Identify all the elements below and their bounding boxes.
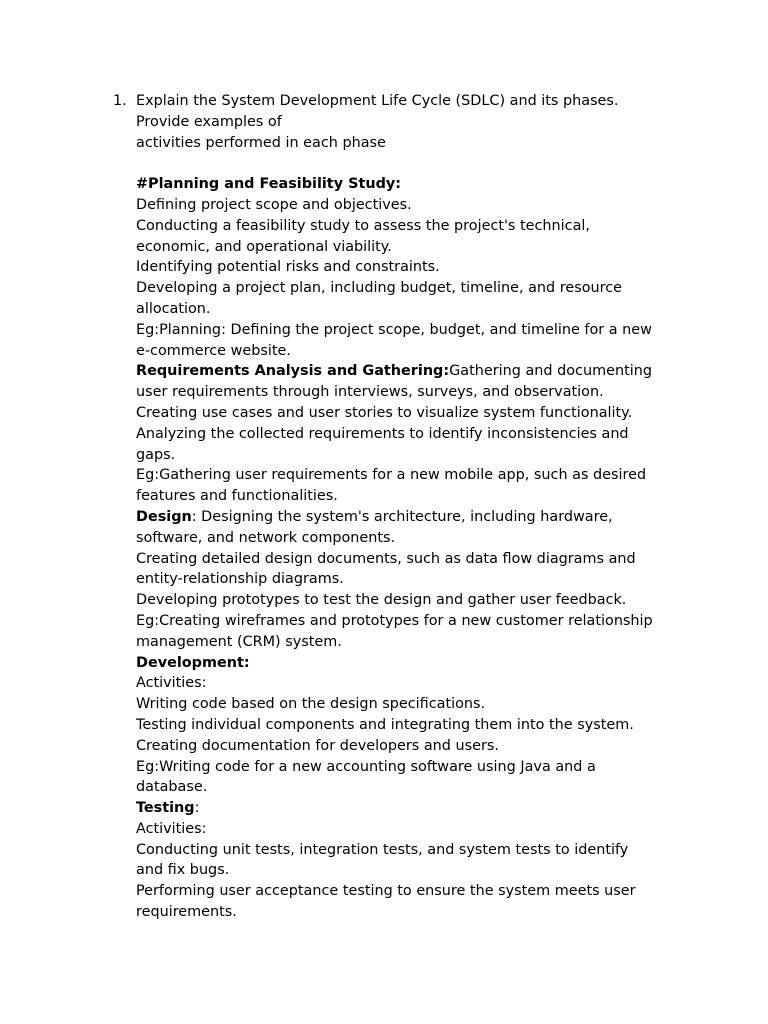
testing-line: Activities: — [136, 820, 207, 837]
planning-line: Eg:Planning: Defining the project scope, budget, and timeline for a new — [136, 321, 652, 338]
testing-line: and fix bugs. — [136, 862, 230, 879]
planning-line: e-commerce website. — [136, 342, 291, 359]
requirements-line: user requirements through interviews, surveys, and observation. — [136, 384, 604, 401]
design-line: management (CRM) system. — [136, 633, 342, 650]
design-section — [136, 507, 684, 528]
development-section — [136, 653, 684, 674]
planning-section — [136, 174, 684, 195]
list-number: 1. — [113, 93, 127, 109]
question-body — [136, 91, 684, 923]
design-line: software, and network components. — [136, 529, 396, 546]
prompt-line: activities performed in each phase — [136, 134, 386, 151]
development-line: Writing code based on the design specifications. — [136, 696, 486, 713]
requirements-line: Creating use cases and user stories to visualize system functionality. — [136, 404, 633, 421]
prompt-line: Provide examples of — [136, 113, 282, 130]
planning-line: Conducting a feasibility study to assess the project's technical, — [136, 217, 590, 234]
requirements-heading: Requirements Analysis and Gathering: — [136, 363, 450, 380]
blank-line — [136, 153, 684, 174]
development-line: Creating documentation for developers and users. — [136, 737, 499, 754]
planning-line: Developing a project plan, including budget, timeline, and resource — [136, 280, 623, 297]
development-line: Activities: — [136, 675, 207, 692]
design-line: entity-relationship diagrams. — [136, 571, 344, 588]
design-heading-rest: : Designing the system's architecture, including hardware, — [191, 508, 613, 525]
testing-heading-rest: : — [194, 800, 200, 817]
requirements-line: features and functionalities. — [136, 488, 338, 505]
development-line: database. — [136, 779, 208, 796]
prompt-line: Explain the System Development Life Cycle (SDLC) and its phases. — [136, 93, 619, 109]
requirements-line: Eg:Gathering user requirements for a new mobile app, such as desired — [136, 467, 647, 484]
design-heading: Design — [136, 508, 192, 525]
planning-line: Identifying potential risks and constraints. — [136, 259, 440, 276]
design-line: Eg:Creating wireframes and prototypes for a new customer relationship — [136, 612, 653, 629]
planning-line: allocation. — [136, 300, 211, 317]
testing-line: requirements. — [136, 904, 237, 921]
requirements-line: Analyzing the collected requirements to identify inconsistencies and — [136, 425, 629, 442]
planning-line: economic, and operational viability. — [136, 238, 392, 255]
requirements-heading-rest: Gathering and documenting — [449, 363, 652, 380]
design-line: Creating detailed design documents, such as data flow diagrams and — [136, 550, 636, 567]
testing-line: Performing user acceptance testing to ensure the system meets user — [136, 883, 636, 900]
planning-line: Defining project scope and objectives. — [136, 196, 412, 213]
requirements-line: gaps. — [136, 446, 176, 463]
planning-heading: #Planning and Feasibility Study: — [136, 176, 402, 193]
development-line: Testing individual components and integrating them into the system. — [136, 716, 634, 733]
design-line: Developing prototypes to test the design and gather user feedback. — [136, 592, 627, 609]
testing-line: Conducting unit tests, integration tests, and system tests to identify — [136, 841, 629, 858]
requirements-section — [136, 361, 684, 382]
testing-heading: Testing — [136, 800, 195, 817]
testing-section — [136, 798, 684, 819]
development-heading: Development: — [136, 654, 250, 671]
development-line: Eg:Writing code for a new accounting software using Java and a — [136, 758, 596, 775]
